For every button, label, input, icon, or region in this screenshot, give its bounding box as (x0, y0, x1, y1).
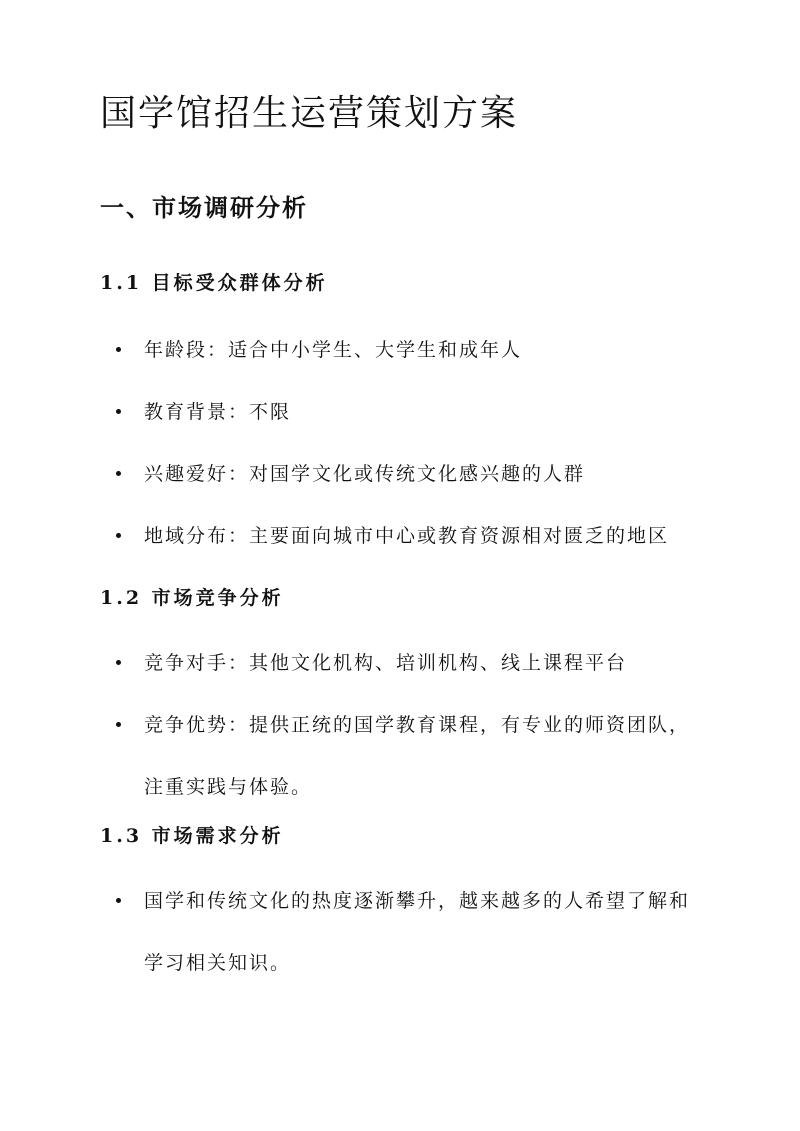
subsection-heading-competition: 1.2 市场竞争分析 (100, 587, 284, 609)
list-item (116, 694, 716, 818)
list-item-line: 注重实践与体验。 (144, 776, 313, 798)
list-item-line: 竞争优势：提供正统的国学教育课程，有专业的师资团队， (144, 714, 691, 736)
list-item-text: 竞争对手：其他文化机构、培训机构、线上课程平台 (144, 652, 628, 674)
list-item (116, 870, 716, 994)
section-heading-market-research: 一、市场调研分析 (100, 193, 308, 222)
bullet-icon (116, 471, 121, 476)
bullet-icon (116, 347, 121, 352)
list-item-text (144, 694, 714, 818)
list-item-text (144, 870, 714, 994)
subsection-heading-target-audience: 1.1 目标受众群体分析 (100, 272, 328, 294)
list-item-line: 学习相关知识。 (144, 952, 292, 974)
bullet-icon (116, 722, 121, 727)
list-item-line: 国学和传统文化的热度逐渐攀升，越来越多的人希望了解和 (144, 890, 691, 912)
bullet-icon (116, 409, 121, 414)
list-item-text: 教育背景：不限 (144, 401, 292, 423)
list-item-text: 年龄段：适合中小学生、大学生和成年人 (144, 339, 523, 361)
list-item-text: 兴趣爱好：对国学文化或传统文化感兴趣的人群 (144, 463, 586, 485)
bullet-icon (116, 898, 121, 903)
subsection-heading-demand: 1.3 市场需求分析 (100, 825, 284, 847)
bullet-icon (116, 660, 121, 665)
list-item-text: 地域分布：主要面向城市中心或教育资源相对匮乏的地区 (144, 525, 670, 547)
bullet-icon (116, 533, 121, 538)
document-title: 国学馆招生运营策划方案 (100, 93, 519, 134)
